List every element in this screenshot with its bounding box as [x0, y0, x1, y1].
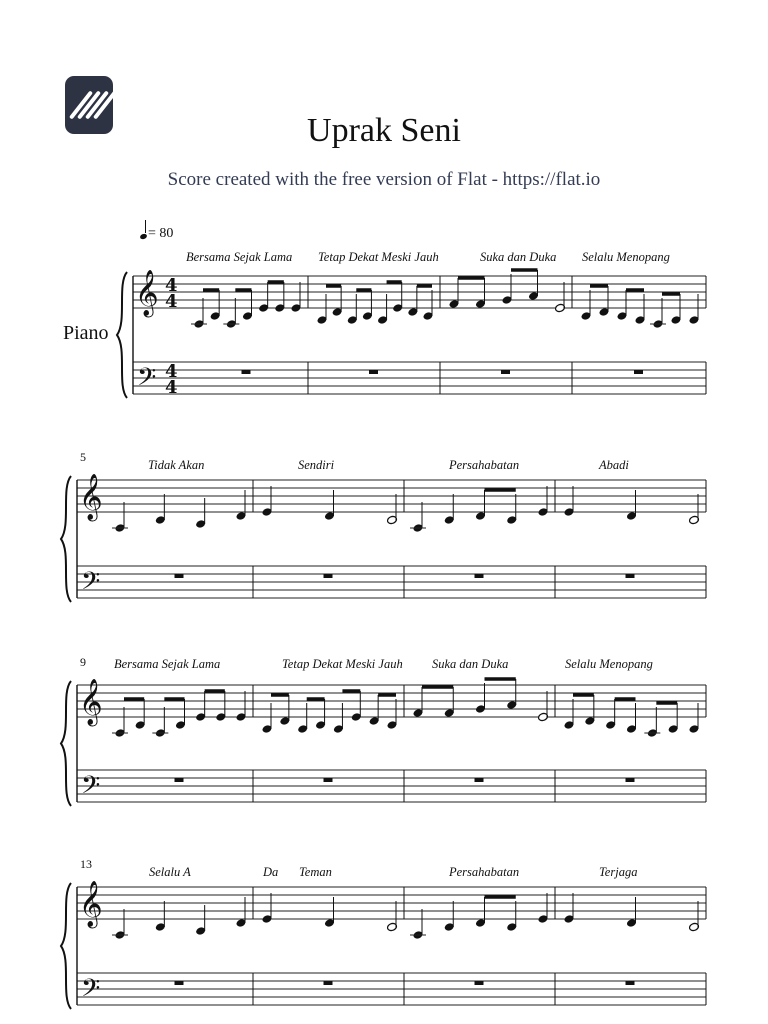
lyric-text: Abadi [599, 458, 629, 472]
lyric-text: Persahabatan [449, 865, 520, 879]
lyric-text: Persahabatan [449, 458, 520, 472]
time-signature-top: 4 [165, 361, 178, 382]
time-signature-bottom: 4 [165, 377, 178, 398]
brace-icon [61, 476, 71, 602]
bass-clef-icon: 𝄢 [81, 567, 101, 602]
score-title: Uprak Seni [307, 112, 461, 149]
lyric-text: Selalu Menopang [565, 657, 653, 671]
time-signature-top: 4 [165, 275, 178, 296]
whole-rest [626, 981, 635, 985]
whole-rest [324, 981, 333, 985]
whole-rest [634, 370, 643, 374]
measure-number: 9 [80, 655, 86, 669]
whole-rest [475, 778, 484, 782]
treble-clef-icon: 𝄞 [79, 679, 103, 725]
whole-rest [242, 370, 251, 374]
brace-icon [117, 272, 127, 398]
measure-number: 5 [80, 450, 86, 464]
whole-rest [369, 370, 378, 374]
bass-clef-icon: 𝄢 [81, 974, 101, 1009]
treble-clef-icon: 𝄞 [79, 881, 103, 927]
whole-rest [175, 778, 184, 782]
lyric-text: Da [263, 865, 279, 879]
whole-rest [501, 370, 510, 374]
measure-number: 13 [80, 857, 92, 871]
whole-rest [475, 574, 484, 578]
brace-icon [61, 681, 71, 806]
bass-clef-icon: 𝄢 [137, 363, 157, 398]
lyric-text: Selalu Menopang [582, 250, 670, 264]
lyric-text: Tetap Dekat Meski Jauh [318, 250, 439, 264]
lyric-text: Terjaga [599, 865, 638, 879]
brace-icon [61, 883, 71, 1009]
whole-rest [475, 981, 484, 985]
lyric-text: Sendiri [298, 458, 335, 472]
lyric-text: Tidak Akan [148, 458, 205, 472]
whole-rest [324, 778, 333, 782]
treble-clef-icon: 𝄞 [135, 270, 159, 316]
lyric-text: Bersama Sejak Lama [114, 657, 221, 671]
whole-rest [324, 574, 333, 578]
instrument-label: Piano [63, 322, 109, 344]
lyric-text: Tetap Dekat Meski Jauh [282, 657, 403, 671]
lyric-text: Bersama Sejak Lama [186, 250, 293, 264]
lyric-text: Selalu A [149, 865, 191, 879]
lyric-text: Teman [299, 865, 332, 879]
whole-rest [626, 778, 635, 782]
tempo-value: = 80 [148, 226, 174, 241]
treble-clef-icon: 𝄞 [79, 474, 103, 520]
time-signature-bottom: 4 [165, 291, 178, 312]
lyric-text: Suka dan Duka [432, 657, 509, 671]
score-subtitle: Score created with the free version of Flat - https://flat.io [167, 169, 601, 190]
whole-rest [175, 574, 184, 578]
lyric-text: Suka dan Duka [480, 250, 557, 264]
bass-clef-icon: 𝄢 [81, 771, 101, 806]
whole-rest [626, 574, 635, 578]
whole-rest [175, 981, 184, 985]
